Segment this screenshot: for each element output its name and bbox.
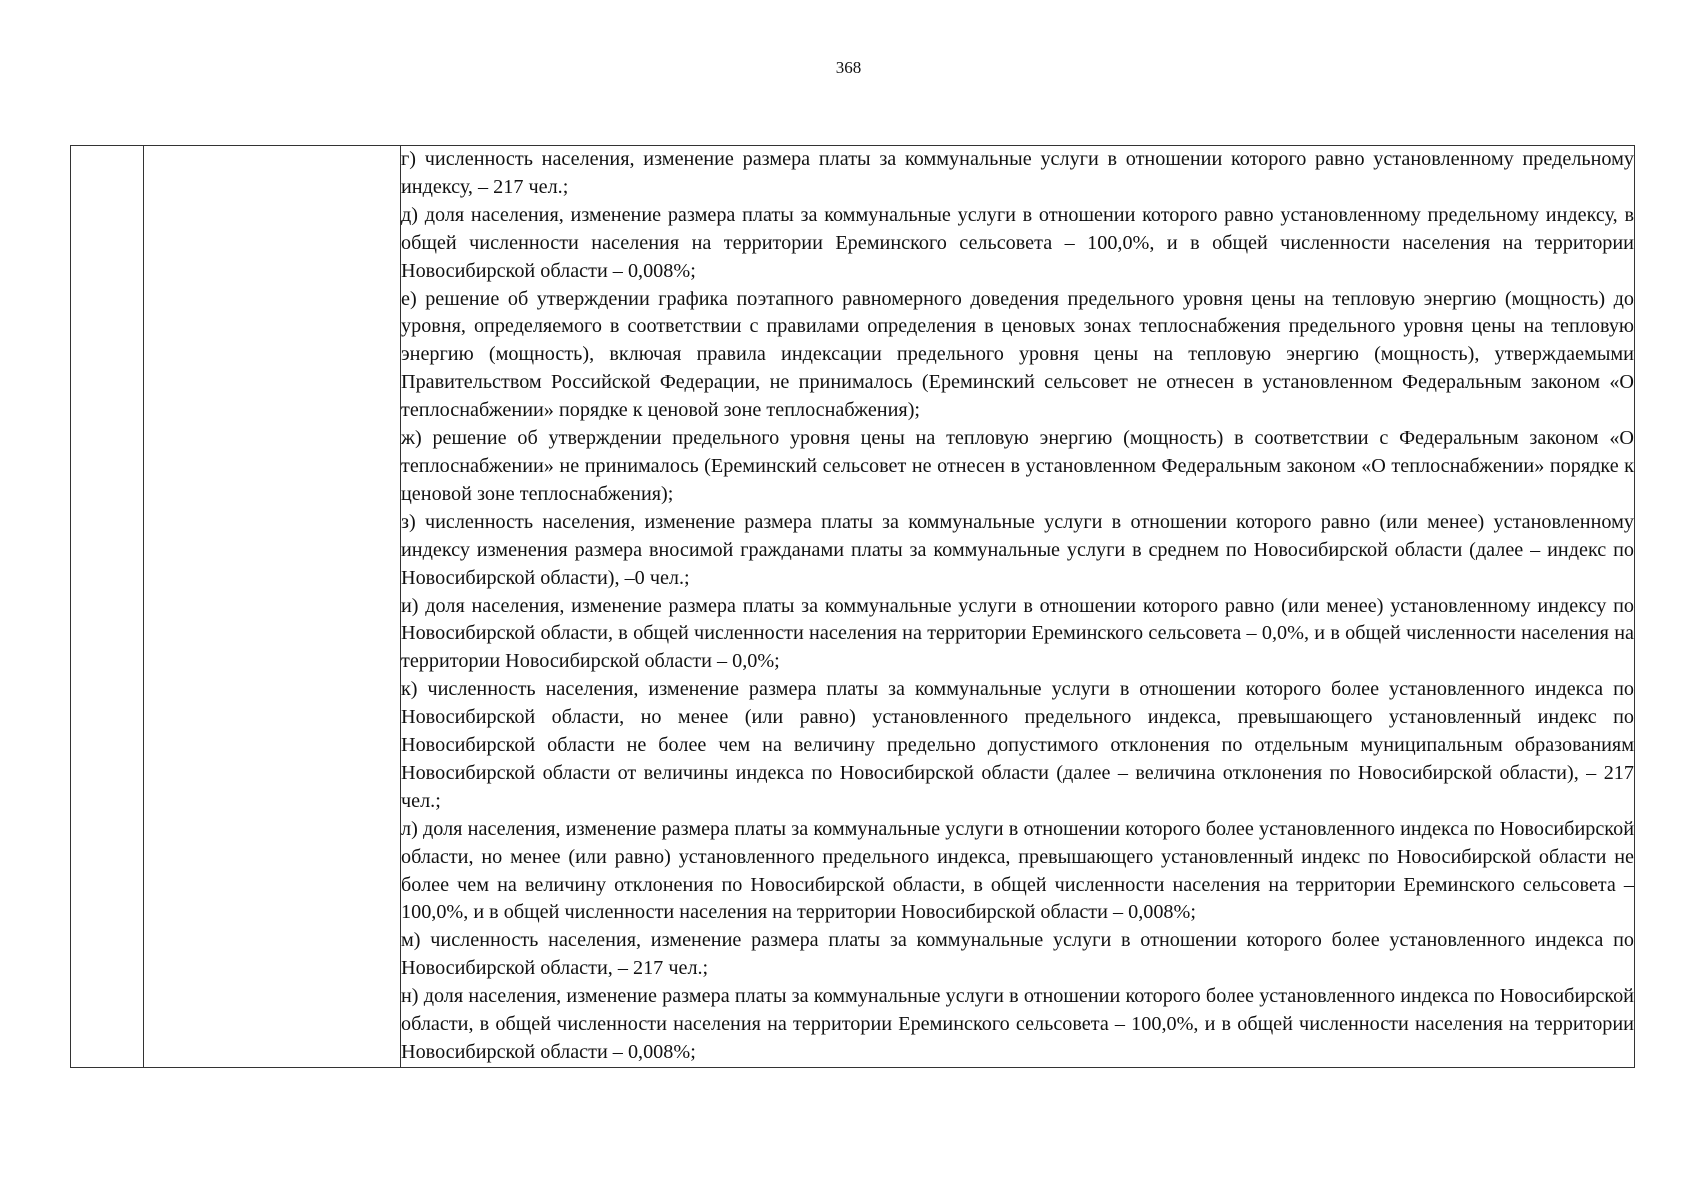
list-item-n: н) доля населения, изменение размера платы за коммунальные услуги в отношении которого более установленного индекса по Новосибирской области, в общей численности населения на территории Ереминского сельсовета – 100,0%, и в общей численности населения на территории Новосибирской области – 0,008%; (401, 985, 1634, 1063)
list-item-z: з) численность населения, изменение размера платы за коммунальные услуги в отношении которого равно (или менее) установленному индексу изменения размера вносимой гражданами платы за коммунальные услуги в среднем по Новосибирской области (далее – индекс по Новосибирской области), –0 чел.; (401, 510, 1634, 589)
list-item-l: л) доля населения, изменение размера платы за коммунальные услуги в отношении которого более установленного индекса по Новосибирской области, но менее (или равно) установленного предельного индекса, превышающего установленный индекс по Новосибирской области не более чем на величину отклонения по Новосибирской области, в общей численности населения на территории Ереминского сельсовета – 100,0%, и в общей численности населения на территории Новосибирской области – 0,008%; (401, 817, 1634, 924)
table-cell-name (144, 146, 401, 1068)
table-cell-text (401, 146, 1635, 1068)
list-item-k: к) численность населения, изменение размера платы за коммунальные услуги в отношении которого более установленного индекса по Новосибирской области, но менее (или равно) установленного предельного индекса, превышающего установленный индекс по Новосибирской области не более чем на величину предельно допустимого отклонения по отдельным муниципальным образованиям Новосибирской области от величины индекса по Новосибирской области (далее – величина отклонения по Новосибирской области), – 217 чел.; (401, 678, 1634, 812)
list-item-zh: ж) решение об утверждении предельного уровня цены на тепловую энергию (мощность) в соответствии с Федеральным законом «О теплоснабжении» не принималось (Ереминский сельсовет не отнесен в установленном Федеральным законом «О теплоснабжении» порядке к ценовой зоне теплоснабжения); (401, 427, 1634, 505)
list-item-m: м) численность населения, изменение размера платы за коммунальные услуги в отношении которого более установленного индекса по Новосибирской области, – 217 чел.; (401, 929, 1634, 980)
list-item-i: и) доля населения, изменение размера платы за коммунальные услуги в отношении которого равно (или менее) установленному индексу по Новосибирской области, в общей численности населения на территории Ереминского сельсовета – 0,0%, и в общей численности населения на территории Новосибирской области – 0,0%; (401, 594, 1634, 673)
list-item-d: д) доля населения, изменение размера платы за коммунальные услуги в отношении которого равно установленному предельному индексу, в общей численности населения на территории Ереминского сельсовета – 100,0%, и в общей численности населения на территории Новосибирской области – 0,008%; (401, 203, 1634, 282)
content-table (70, 145, 1635, 1068)
table-cell-number (71, 146, 144, 1068)
list-item-e: е) решение об утверждении графика поэтапного равномерного доведения предельного уровня цены на тепловую энергию (мощность) до уровня, определяемого в соответствии с правилами определения в ценовых зонах теплоснабжения предельного уровня цены на тепловую энергию (мощность), включая правила индексации предельного уровня цены на тепловую энергию (мощность), утверждаемыми Правительством Российской Федерации, не принималось (Ереминский сельсовет не отнесен в установленном Федеральным законом «О теплоснабжении» порядке к ценовой зоне теплоснабжения); (401, 287, 1634, 422)
list-item-g: г) численность населения, изменение размера платы за коммунальные услуги в отношении которого равно установленному предельному индексу, – 217 чел.; (401, 148, 1634, 198)
table-row (71, 146, 1635, 1068)
page-number: 368 (835, 58, 862, 77)
